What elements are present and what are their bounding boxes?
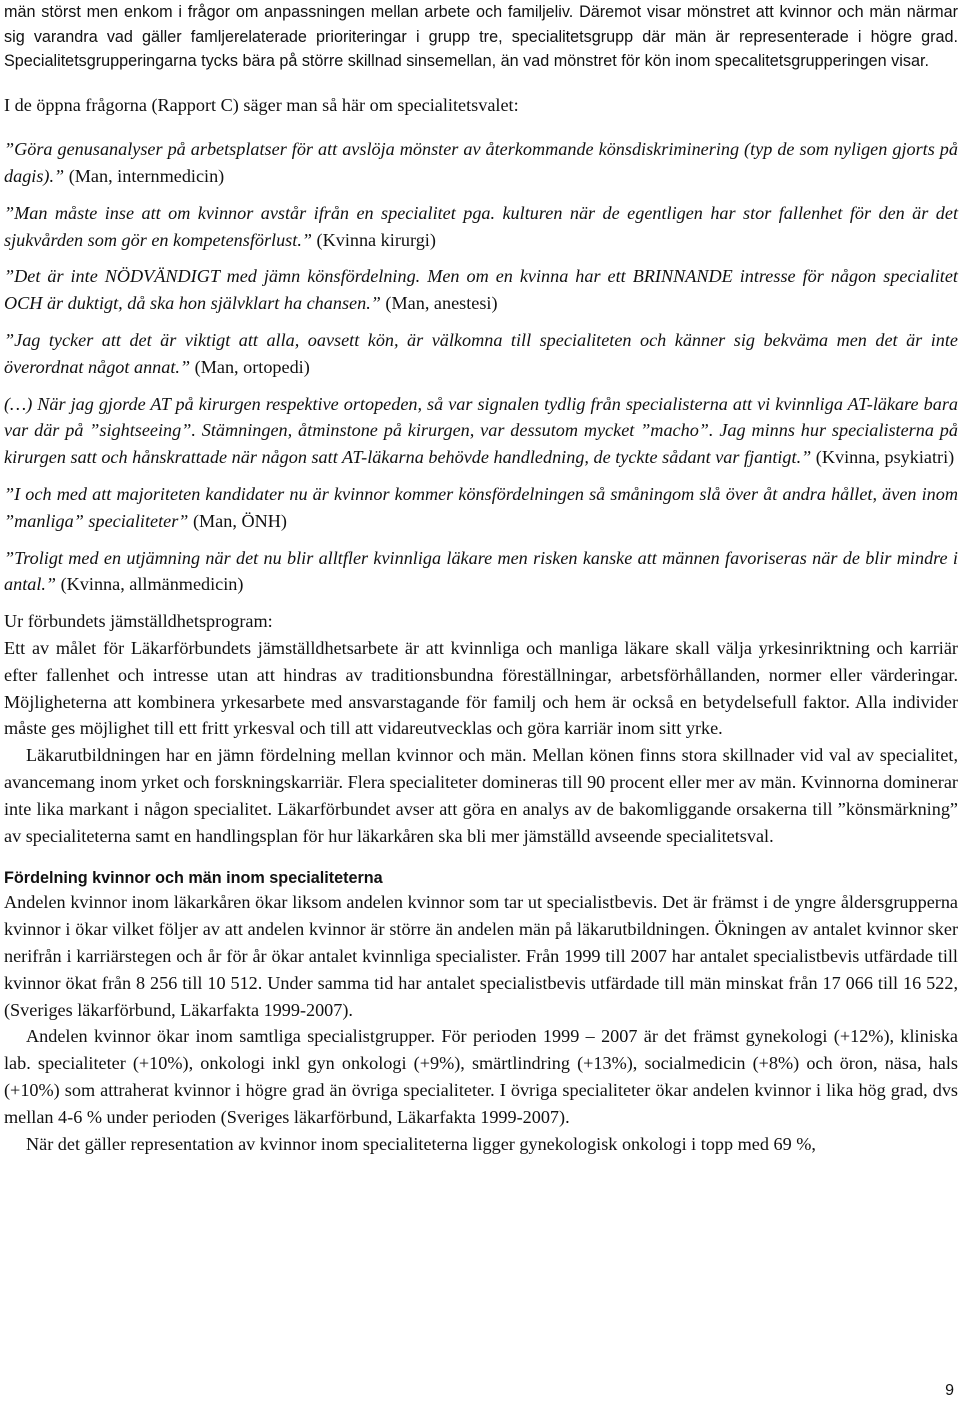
program-heading: Ur förbundets jämställdhetsprogram:	[4, 611, 273, 632]
section-heading: Fördelning kvinnor och män inom specialiteterna	[4, 869, 383, 888]
quote-text: ”I och med att majoriteten kandidater nu är kvinnor kommer könsfördelningen så småningom slå över åt andra hållet, även inom ”manliga” specialiteter”	[4, 484, 958, 531]
quote-attribution: (Man, internmedicin)	[64, 166, 225, 187]
document-page	[4, 0, 958, 1157]
distribution-paragraph-2: Andelen kvinnor ökar inom samtliga specialistgrupper. För perioden 1999 – 2007 är det främst gynekologi (+12%), kliniska lab. specialiteter (+10%), onkologi inkl gyn onkologi (+9%), smärtlindring (+13%), socialmedicin (+8%) och öron, näsa, hals (+10%) som attraherat kvinnor i högre grad än övriga specialiteter. I övriga specialiteter ökar andelen kvinnor i lika hög grad, dvs mellan 4-6 % under perioden (Sveriges läkarförbund, Läkarfakta 1999-2007).	[4, 1026, 958, 1127]
distribution-paragraph-1: Andelen kvinnor inom läkarkåren ökar liksom andelen kvinnor som tar ut specialistbevis. Det är främst i de yngre åldersgrupperna kvinnor i ökar vilket följer av att andelen kvinnor är större än andelen män på läkarutbildningen. Ökningen av antalet kvinnor sker nerifrån i karriärstegen och år för år ökar antalet kvinnliga specialister. Från 1999 till 2007 har antalet specialistbevis utfärdade till kvinnor ökat från 8 256 till 10 512. Under samma tid har antalet specialistbevis utfärdade till män minskat från 17 066 till 16 522, (Sveriges läkarförbund, Läkarfakta 1999-2007).	[4, 892, 958, 1020]
quote-1	[4, 136, 958, 190]
quote-3	[4, 263, 958, 317]
quote-text: ”Troligt med en utjämning när det nu blir alltfler kvinnliga läkare men risken kanske att männen favoriseras när de blir mindre i antal.”	[4, 547, 958, 595]
quote-attribution: (Kvinna kirurgi)	[311, 229, 436, 250]
quote-text: ”Göra genusanalyser på arbetsplatser för att avslöja mönster av återkommande könsdiskriminering (typ de som nyligen gjorts på dagis).”	[4, 139, 958, 187]
distribution-paragraph-3: När det gäller representation av kvinnor inom specialiteterna ligger gynekologisk onkologi i topp med 69 %,	[26, 1133, 816, 1154]
quote-text: ”Jag tycker att det är viktigt att alla, oavsett kön, är välkomna till specialiteten och känner sig bekväma men det är inte överordnat något annat.”	[4, 330, 958, 377]
quote-4	[4, 327, 958, 381]
quote-attribution: (Man, ortopedi)	[190, 356, 310, 377]
quote-7	[4, 545, 958, 599]
intro-paragraph: män störst men enkom i frågor om anpassningen mellan arbete och familjeliv. Däremot visar mönstret att kvinnor och män närmar sig varandra vad gäller famljerelaterade prioriteringar i grupp tre, specialitetsgrupp där män är representerade i högre grad. Specialitetsgrupperingarna tycks bära på större skillnad sinsemellan, än vad mönstret för kön inom specalitetsgrupperingen visar.	[4, 3, 958, 70]
quote-text: (…) När jag gjorde AT på kirurgen respektive ortopeden, så var signalen tydlig från specialisterna att vi kvinnliga AT-läkare bara var där på ”sightseeing”. Stämningen, åtminstone på kirurgen, var dessutom mycket ”macho”. Jag minns hur specialisterna på kirurgen satt och hånskrattade när någon satt AT-läkarna behövde handledning, de tyckte sådant var fjantigt.”	[4, 393, 958, 468]
quote-5	[4, 391, 958, 471]
page-number: 9	[945, 1382, 954, 1399]
quote-2	[4, 200, 958, 254]
quote-attribution: (Man, ÖNH)	[188, 510, 287, 531]
program-paragraph-1: Ett av målet för Läkarförbundets jämställdhetsarbete är att kvinnliga och manliga läkare skall välja yrkesinriktning och karriär efter fallenhet och intresse utan att hindras av traditionsbundna föreställningar, arbetsförhållanden, normer eller värderingar. Möjligheterna att kombinera yrkesarbete med ansvarstagande för familj och hem är också en betydelsefull faktor. Alla individer måste ges möjlighet till ett fritt yrkesval och till att vidareutvecklas och göra karriär inom sitt yrke.	[4, 638, 958, 739]
quote-attribution: (Kvinna, psykiatri)	[811, 447, 955, 468]
quote-attribution: (Kvinna, allmänmedicin)	[56, 574, 244, 595]
quote-attribution: (Man, anestesi)	[380, 293, 498, 314]
program-paragraph-2: Läkarutbildningen har en jämn fördelning mellan kvinnor och män. Mellan könen finns stora skillnader vid val av specialitet, avancemang inom yrket och forskningskarriär. Flera specialiteter domineras till 90 procent eller mer av män. Kvinnorna dominerar inte lika markant i någon specialitet. Läkarförbundet avser att göra en analys av de bakomliggande orsakerna till ”könsmärkning” av specialiteterna samt en handlingsplan för hur läkarkåren ska bli mer jämställd avseende specialitetsval.	[4, 745, 958, 846]
quote-text: ”Det är inte NÖDVÄNDIGT med jämn könsfördelning. Men om en kvinna har ett BRINNANDE intresse för någon specialitet OCH är duktigt, då ska hon självklart ha chansen.”	[4, 266, 958, 314]
open-questions-lead: I de öppna frågorna (Rapport C) säger man så här om specialitetsvalet:	[4, 94, 519, 115]
quote-text: ”Man måste inse att om kvinnor avstår ifrån en specialitet pga. kulturen när de egentligen har stor fallenhet för den är det sjukvården som gör en kompetensförlust.”	[4, 202, 958, 250]
quote-6	[4, 481, 958, 535]
